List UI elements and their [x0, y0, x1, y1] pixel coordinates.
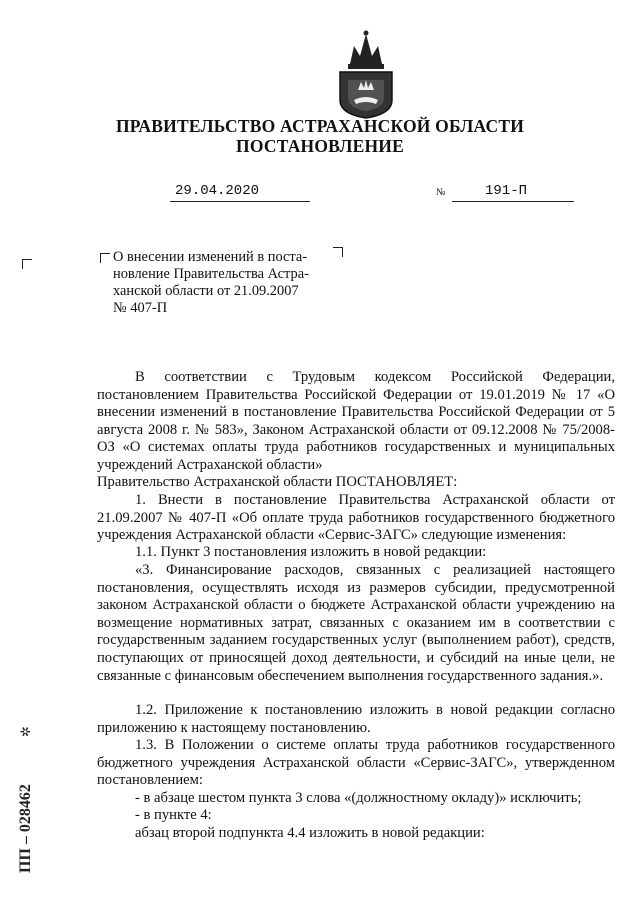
item-dash-2: - в пункте 4: — [135, 807, 212, 823]
item-dash-1: - в абзаце шестом пункта 3 слова «(должностному окладу)» исключить; — [135, 790, 582, 806]
subject-corner-mark-left — [100, 253, 110, 263]
clause-3-text: «3. Финансирование расходов, связанных с реализацией настоящего постановления, осуществлять исходя из размеров субсидии, предусмотренной законом Астраханской области о бюджете Астраханской области учреждению на возмещение нормативных затрат, связанных с оказанием им в соответствии с государственным заданием государственных услуг (выполнением работ), средств, поступающих от приносящей доход деятельности, и субсидий на иные цели, не связанные с финансовым обеспечением выполнения государственного задания.». — [97, 562, 615, 684]
date-underline — [170, 201, 310, 202]
clause-1-2: 1.2. Приложение к постановлению изложить в новой редакции согласно приложению к настоящему постановлению. — [97, 702, 615, 736]
number-underline — [452, 201, 574, 202]
document-date: 29.04.2020 — [175, 183, 260, 199]
document-subject — [113, 249, 339, 317]
left-corner-mark — [22, 259, 32, 269]
clause-1-3: 1.3. В Положении о системе оплаты труда работников государственного бюджетного учреждения Астраханской области «Сервис-ЗАГС», утвержденном постановлением: — [97, 737, 615, 789]
coat-of-arms-emblem — [330, 28, 402, 120]
number-sign: № — [436, 187, 446, 198]
document-type-title: ПОСТАНОВЛЕНИЕ — [236, 136, 404, 156]
asterisk-mark: ✲ — [19, 726, 34, 737]
preamble-paragraph: В соответствии с Трудовым кодексом Российской Федерации, постановлением Правительства Российской Федерации от 19.01.2019 № 17 «О внесении изменений в постановление Правительства Российской Федерации от 5 августа 2008 г. № 583», Законом Астраханской области от 09.12.2008 № 75/2008-ОЗ «О системах оплаты труда работников государственных и муниципальных учреждений Астраханской области» — [97, 369, 615, 473]
clause-1: 1. Внести в постановление Правительства Астраханской области от 21.09.2007 № 407-П «Об оплате труда работников государственного бюджетного учреждения Астраханской области «Сервис-ЗАГС» следующие изменения: — [97, 492, 615, 544]
subject-line: О внесении изменений в поста- — [113, 249, 308, 265]
subject-line: ханской области от 21.09.2007 — [113, 283, 299, 299]
subject-line: новление Правительства Астра- — [113, 266, 309, 282]
clause-1-1: 1.1. Пункт 3 постановления изложить в новой редакции: — [135, 544, 487, 560]
side-registration-stamp — [2, 715, 42, 875]
resolution-line: Правительство Астраханской области ПОСТАНОВЛЯЕТ: — [97, 474, 458, 490]
government-title: ПРАВИТЕЛЬСТВО АСТРАХАНСКОЙ ОБЛАСТИ — [115, 116, 525, 136]
document-number: 191-П — [485, 183, 528, 199]
item-paragraph-4-4: абзац второй подпункта 4.4 изложить в новой редакции: — [135, 825, 485, 841]
side-stamp-text: ПП – 028462 — [17, 784, 34, 873]
subject-line: № 407-П — [113, 300, 168, 316]
